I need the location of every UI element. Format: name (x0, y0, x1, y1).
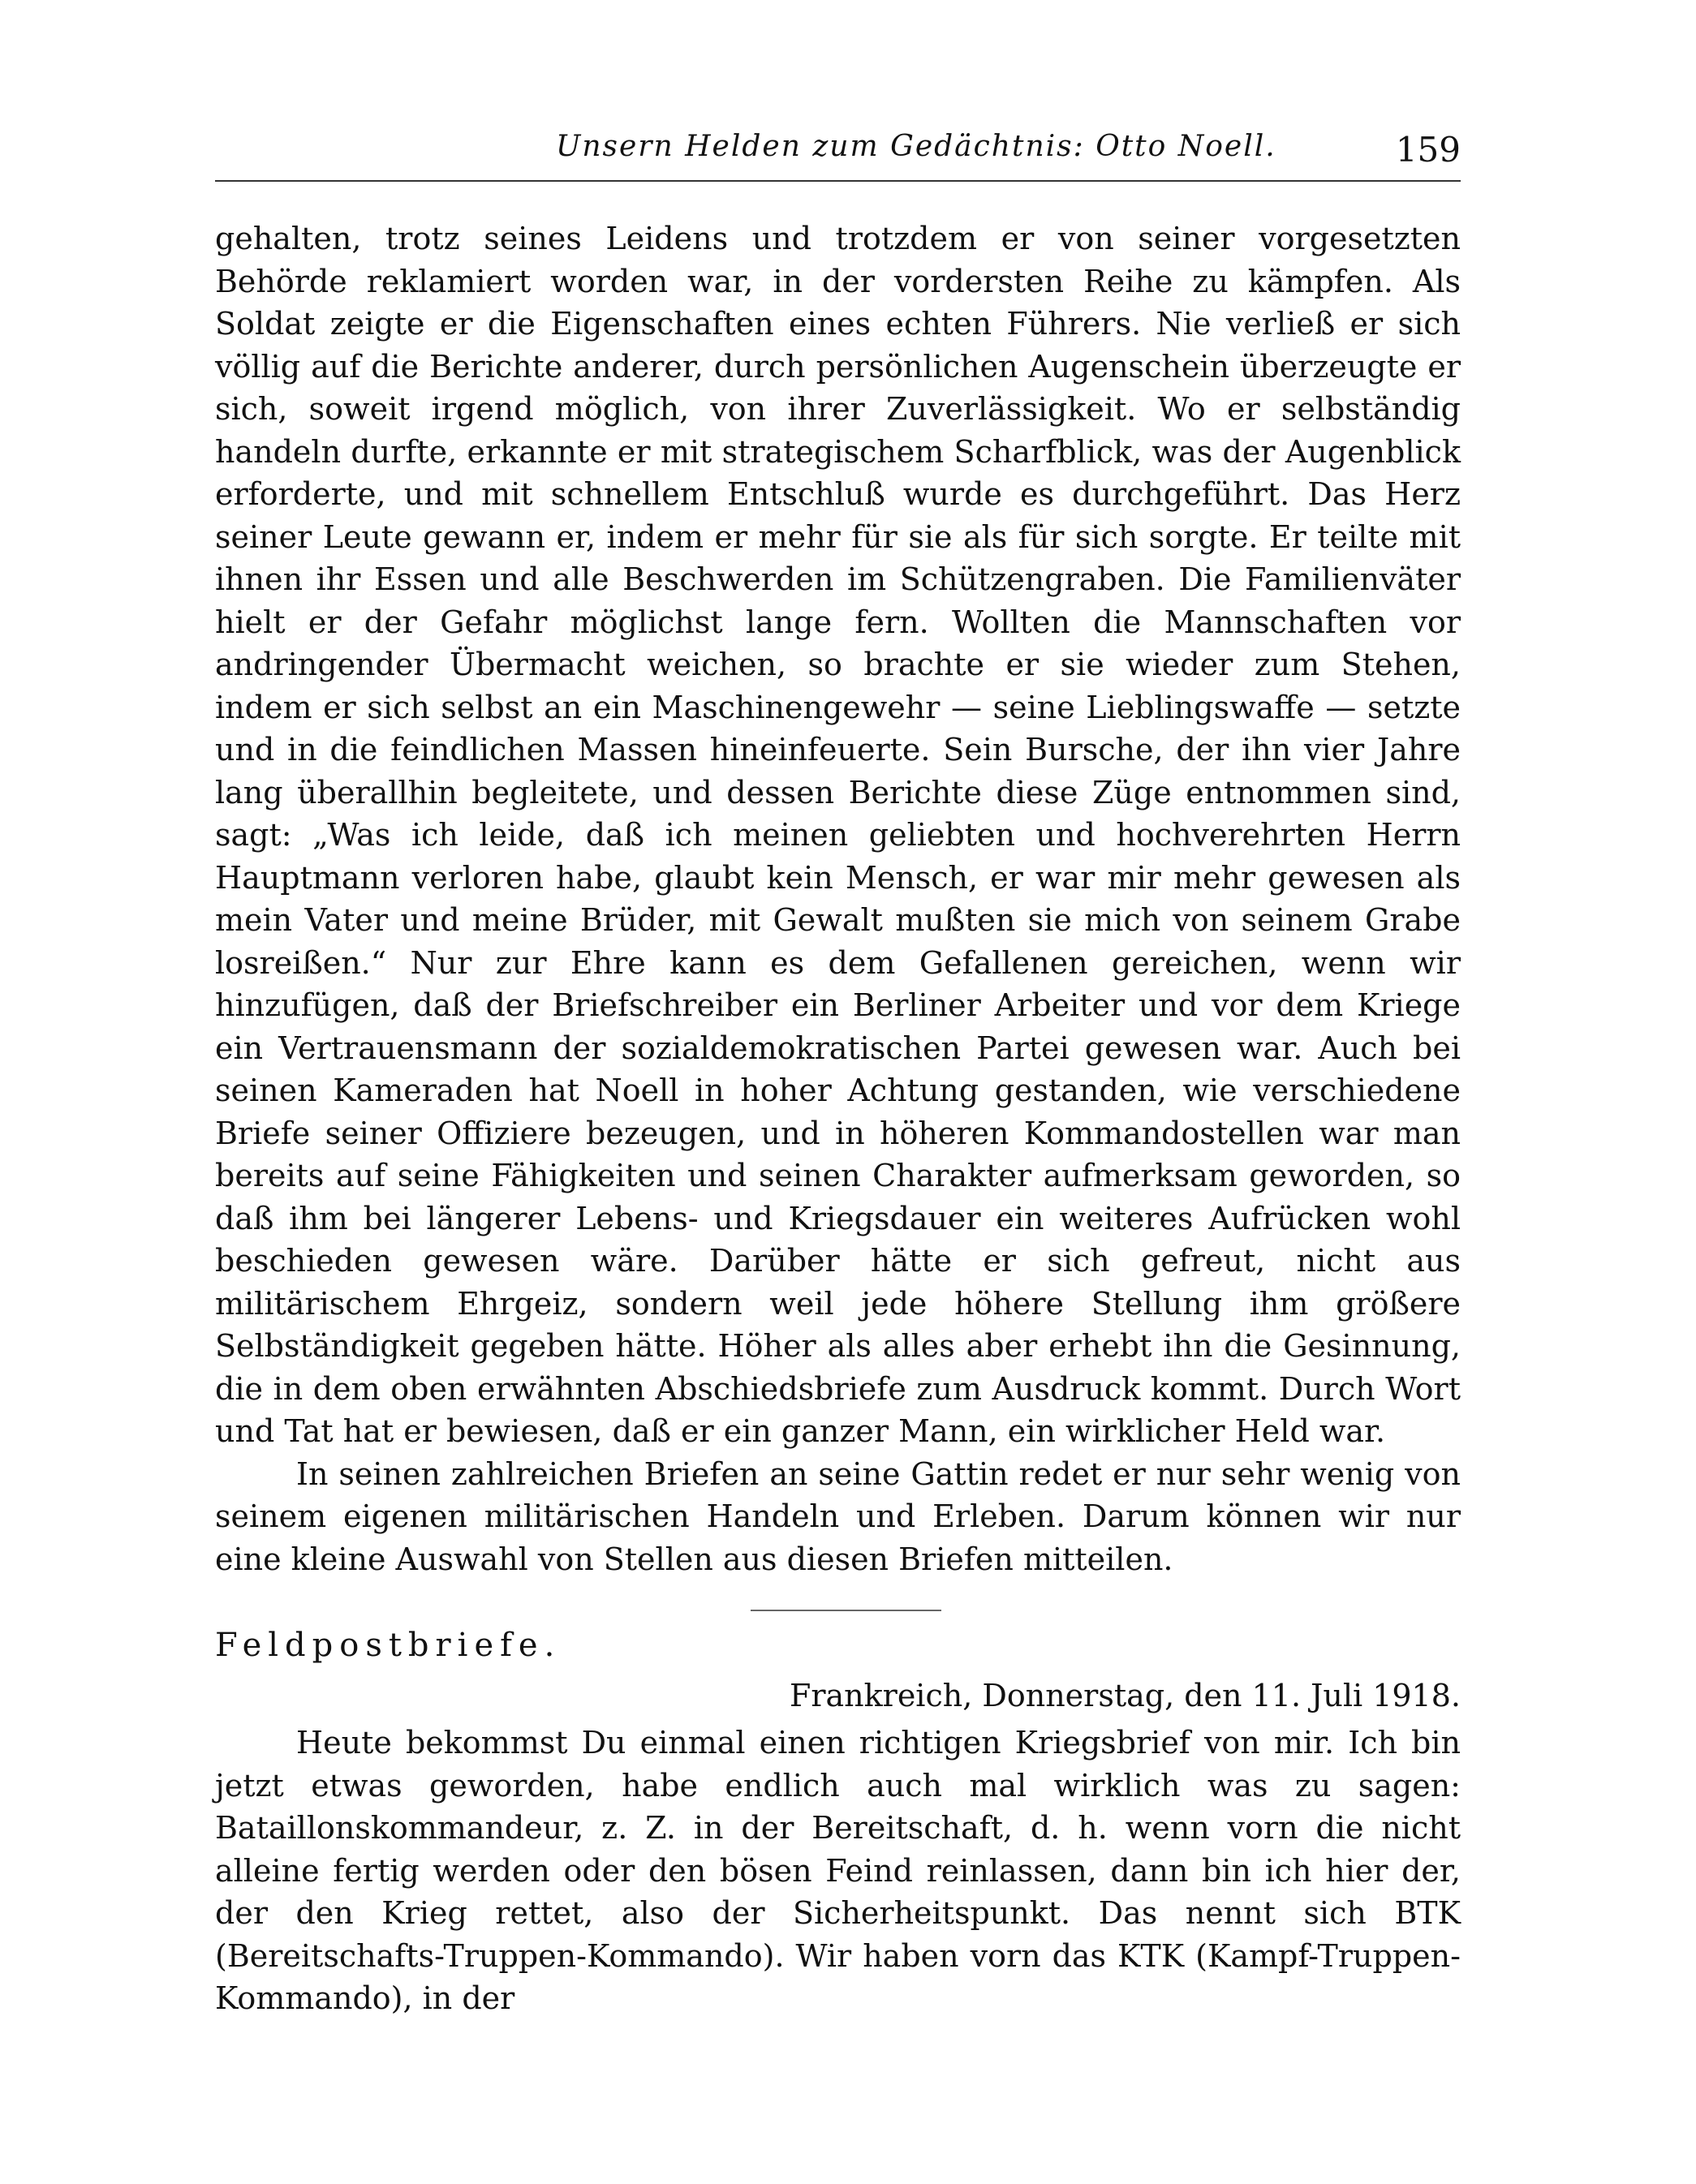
running-title: Unsern Helden zum Gedächtnis: Otto Noell. (556, 130, 1276, 163)
paragraph-continuation: gehalten, trotz seines Leidens und trotzdem er von seiner vorgesetzten Behörde reklamiert worden war, in der vordersten Reihe zu kämpfen. Als Soldat zeigte er die Eigenschaften eines echten Führers. Nie verließ er sich völlig auf die Berichte anderer, durch persönlichen Augenschein überzeugte er sich, soweit irgend möglich, von ihrer Zuverlässigkeit. Wo er selbständig handeln durfte, erkannte er mit strategischem Scharfblick, was der Augenblick erforderte, und mit schnellem Entschluß wurde es durchgeführt. Das Herz seiner Leute gewann er, indem er mehr für sie als für sich sorgte. Er teilte mit ihnen ihr Essen und alle Beschwerden im Schützengraben. Die Familienväter hielt er der Gefahr möglichst lange fern. Wollten die Mannschaften vor andringender Übermacht weichen, so brachte er sie wieder zum Stehen, indem er sich selbst an ein Maschinengewehr — seine Lieblingswaffe — setzte und in die feindlichen Massen hineinfeuerte. Sein Bursche, der ihn vier Jahre lang überallhin begleitete, und dessen Berichte diese Züge entnommen sind, sagt: „Was ich leide, daß ich meinen geliebten und hochverehrten Herrn Hauptmann verloren habe, glaubt kein Mensch, er war mir mehr gewesen als mein Vater und meine Brüder, mit Gewalt mußten sie mich von seinem Grabe losreißen.“ Nur zur Ehre kann es dem Gefallenen gereichen, wenn wir hinzufügen, daß der Briefschreiber ein Berliner Arbeiter und vor dem Kriege ein Vertrauensmann der sozialdemokratischen Partei gewesen war. Auch bei seinen Kameraden hat Noell in hoher Achtung gestanden, wie verschiedene Briefe seiner Offiziere bezeugen, und in höheren Kommandostellen war man bereits auf seine Fähigkeiten und seinen Charakter aufmerksam geworden, so daß ihm bei längerer Lebens- und Kriegsdauer ein weiteres Aufrücken wohl beschieden gewesen wäre. Darüber hätte er sich gefreut, nicht aus militärischem Ehrgeiz, sondern weil jede höhere Stellung ihm größere Selbständigkeit gegeben hätte. Höher als alles aber erhebt ihn die Gesinnung, die in dem oben erwähnten Abschiedsbriefe zum Ausdruck kommt. Durch Wort und Tat hat er bewiesen, daß er ein ganzer Mann, ein wirklicher Held war. (215, 221, 1461, 1449)
page-number: 159 (1395, 130, 1461, 170)
section-heading: Feldpostbriefe. (215, 1627, 562, 1664)
letter-body (215, 1722, 1461, 2020)
section-divider (751, 1610, 941, 1611)
body-text (215, 217, 1461, 1580)
paragraph-letters-intro: In seinen zahlreichen Briefen an seine Gattin redet er nur sehr wenig von seinem eigenen militärischen Handeln und Erleben. Darum können wir nur eine kleine Auswahl von Stellen aus diesen Briefen mitteilen. (215, 1455, 1461, 1577)
letter-dateline: Frankreich, Donnerstag, den 11. Juli 1918. (789, 1678, 1461, 1713)
letter-text: Heute bekommst Du einmal einen richtigen Kriegsbrief von mir. Ich bin jetzt etwas geworden, habe endlich auch mal wirklich was zu sagen: Bataillonskommandeur, z. Z. in der Bereitschaft, d. h. wenn vorn die nicht alleine fertig werden oder den bösen Feind reinlassen, dann bin ich hier der, der den Krieg rettet, also der Sicherheitspunkt. Das nennt sich BTK (Bereitschafts-Truppen-Kommando). Wir haben vorn das KTK (Kampf-Truppen-Kommando), in der (215, 1725, 1461, 2016)
page-header (215, 122, 1461, 183)
header-rule (215, 180, 1461, 182)
